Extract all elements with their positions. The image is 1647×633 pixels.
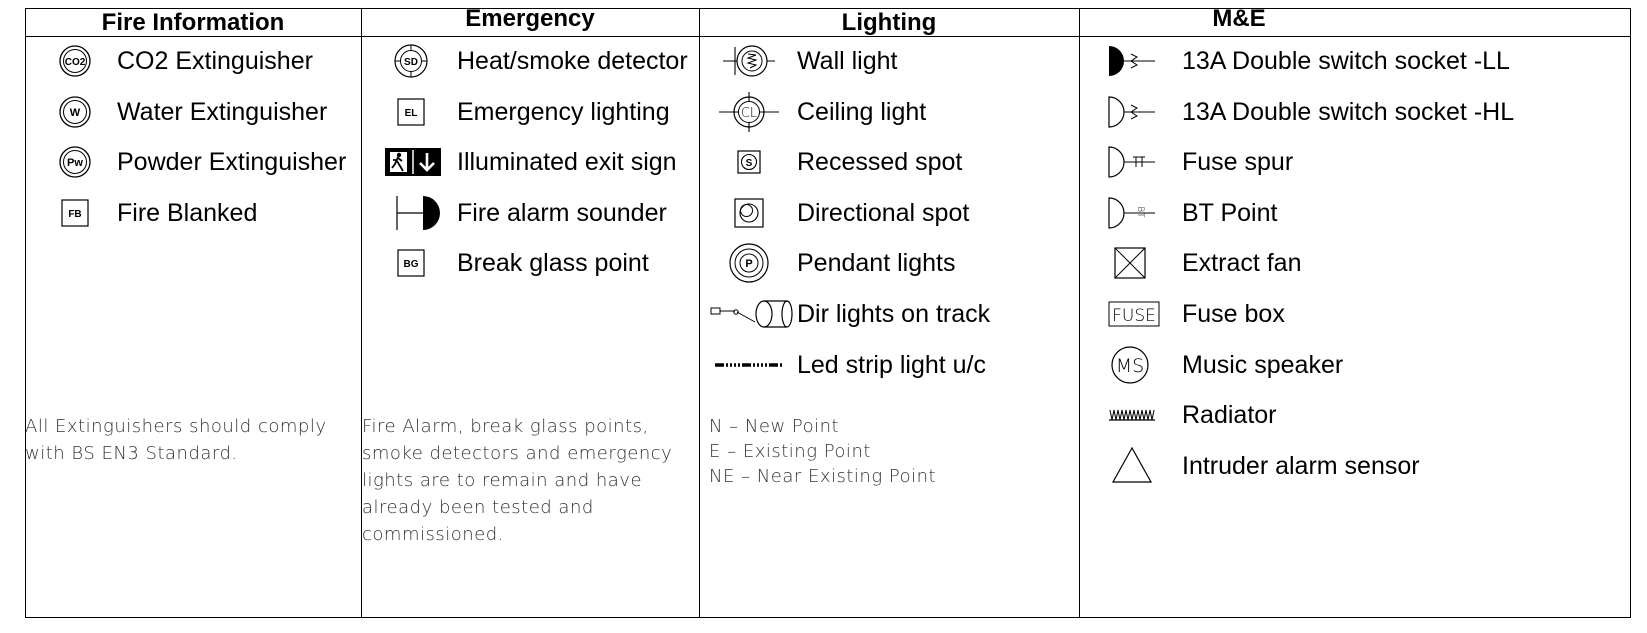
legend-label: Music speaker — [1182, 351, 1344, 379]
note-line: E – Existing Point — [709, 441, 871, 462]
double-socket-hl-icon — [1107, 92, 1167, 132]
column-divider — [699, 8, 700, 618]
legend-label: Break glass point — [457, 249, 649, 277]
note-line: All Extinguishers should comply — [25, 416, 327, 437]
fuse-box-icon — [1107, 294, 1167, 334]
legend-label: BT Point — [1182, 199, 1278, 227]
led-strip-icon — [713, 345, 785, 385]
symbol-code: S — [745, 158, 753, 169]
water-extinguisher-icon — [45, 92, 105, 132]
double-socket-ll-icon — [1107, 41, 1167, 81]
wall-light-icon — [719, 41, 779, 81]
note-line: lights are to remain and have — [362, 470, 643, 491]
heat-smoke-detector-icon — [381, 41, 441, 81]
legend-label: 13A Double switch socket -HL — [1182, 98, 1515, 126]
legend-label: Fire Blanked — [117, 199, 258, 227]
symbol-code: W — [69, 107, 81, 119]
legend-label: Water Extinguisher — [117, 98, 328, 126]
legend-label: Illuminated exit sign — [457, 148, 677, 176]
symbol-code: FUSE — [1112, 306, 1156, 326]
ceiling-light-icon — [719, 92, 779, 132]
symbol-code: MS — [1115, 355, 1145, 377]
extract-fan-icon — [1105, 243, 1155, 283]
header-divider — [25, 36, 1631, 37]
heading-lighting: Lighting — [841, 9, 937, 36]
recessed-spot-icon — [719, 142, 779, 182]
emergency-lighting-icon — [381, 92, 441, 132]
symbol-code: SD — [404, 57, 418, 68]
legend-label: Fire alarm sounder — [457, 199, 667, 227]
fuse-spur-icon — [1107, 142, 1167, 182]
break-glass-point-icon — [381, 243, 441, 283]
note-line: already been tested and — [362, 497, 594, 518]
note-line: with BS EN3 Standard. — [25, 443, 238, 464]
legend-label: Intruder alarm sensor — [1182, 452, 1420, 480]
note-line: commissioned. — [362, 524, 504, 545]
extinguisher-note — [25, 413, 326, 467]
symbol-code: P — [745, 258, 753, 270]
legend-label: Recessed spot — [797, 148, 963, 176]
symbol-code: FB — [68, 209, 82, 220]
legend-label: Dir lights on track — [797, 300, 991, 328]
directional-spot-icon — [719, 193, 779, 233]
note-line: Fire Alarm, break glass points, — [362, 416, 649, 437]
illuminated-exit-sign-icon — [383, 142, 443, 182]
legend-label: CO2 Extinguisher — [117, 47, 313, 75]
symbol-code: CL — [740, 106, 758, 121]
heading-emergency: Emergency — [465, 5, 595, 32]
legend-label: Fuse box — [1182, 300, 1285, 328]
pendant-light-icon — [719, 243, 779, 283]
symbol-code: EL — [404, 108, 418, 119]
legend-label: Wall light — [797, 47, 898, 75]
legend-label: Fuse spur — [1182, 148, 1294, 176]
note-line: N – New Point — [709, 416, 840, 437]
legend-label: Powder Extinguisher — [117, 148, 347, 176]
legend-label: Led strip light u/c — [797, 351, 986, 379]
legend-label: 13A Double switch socket -LL — [1182, 47, 1510, 75]
symbol-code: BT — [1135, 206, 1145, 218]
music-speaker-icon — [1105, 345, 1155, 385]
fire-alarm-sounder-icon — [395, 193, 455, 233]
point-key-note — [709, 414, 936, 489]
symbol-code: Pw — [67, 157, 83, 169]
legend-label: Radiator — [1182, 401, 1277, 429]
column-divider — [1079, 8, 1080, 618]
note-line: NE – Near Existing Point — [709, 466, 937, 487]
radiator-icon — [1107, 395, 1167, 435]
legend-label: Ceiling light — [797, 98, 927, 126]
note-line: smoke detectors and emergency — [362, 443, 673, 464]
legend-label: Extract fan — [1182, 249, 1302, 277]
legend-label: Emergency lighting — [457, 98, 670, 126]
emergency-note — [362, 413, 672, 548]
bt-point-icon — [1107, 193, 1167, 233]
legend-label: Pendant lights — [797, 249, 956, 277]
symbol-code: BG — [403, 259, 419, 270]
powder-extinguisher-icon — [45, 142, 105, 182]
co2-extinguisher-icon — [45, 41, 105, 81]
heading-fire-information: Fire Information — [101, 9, 285, 36]
fire-blanket-icon — [45, 193, 105, 233]
track-light-icon — [709, 294, 793, 334]
legend-label: Directional spot — [797, 199, 970, 227]
legend-label: Heat/smoke detector — [457, 47, 688, 75]
symbol-code: CO2 — [64, 57, 86, 68]
intruder-alarm-sensor-icon — [1107, 446, 1167, 486]
heading-m-and-e: M&E — [1212, 5, 1266, 32]
